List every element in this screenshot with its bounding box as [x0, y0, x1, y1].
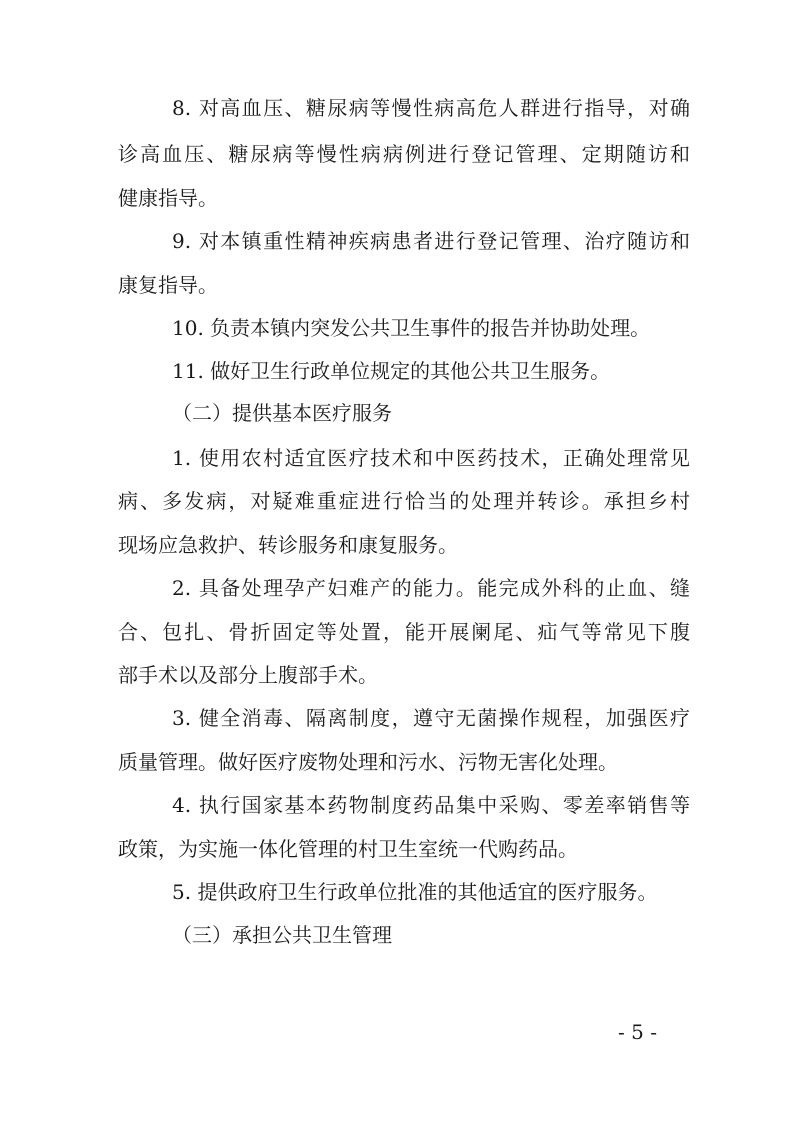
text-line: 10. 负责本镇内突发公共卫生事件的报告并协助处理。: [172, 316, 651, 340]
text-line: 合、包扎、骨折固定等处置，能开展阑尾、疝气等常见下腹: [118, 620, 690, 644]
text-line: 诊高血压、糖尿病等慢性病病例进行登记管理、定期随访和: [118, 142, 690, 166]
text-line: 11. 做好卫生行政单位规定的其他公共卫生服务。: [172, 359, 611, 383]
text-line: 现场应急救护、转诊服务和康复服务。: [118, 533, 458, 557]
text-line: 质量管理。做好医疗废物处理和污水、污物无害化处理。: [118, 750, 618, 774]
text-line: 3. 健全消毒、隔离制度，遵守无菌操作规程，加强医疗: [172, 706, 690, 730]
text-line: 4. 执行国家基本药物制度药品集中采购、零差率销售等: [172, 793, 690, 817]
text-line: 病、多发病，对疑难重症进行恰当的处理并转诊。承担乡村: [118, 489, 690, 513]
text-line: 健康指导。: [118, 186, 218, 210]
text-line: 1. 使用农村适宜医疗技术和中医药技术，正确处理常见: [172, 446, 690, 470]
section-heading: （二）提供基本医疗服务: [172, 401, 392, 425]
text-line: 8. 对高血压、糖尿病等慢性病高危人群进行指导，对确: [172, 96, 690, 120]
text-line: 政策，为实施一体化管理的村卫生室统一代购药品。: [118, 837, 578, 861]
page-number: - 5 -: [618, 1020, 657, 1044]
section-heading: （三）承担公共卫生管理: [172, 923, 392, 947]
text-line: 5. 提供政府卫生行政单位批准的其他适宜的医疗服务。: [172, 880, 658, 904]
text-line: 2. 具备处理孕产妇难产的能力。能完成外科的止血、缝: [172, 576, 690, 600]
text-line: 9. 对本镇重性精神疾病患者进行登记管理、治疗随访和: [172, 229, 690, 253]
text-line: 康复指导。: [118, 273, 218, 297]
text-line: 部手术以及部分上腹部手术。: [118, 663, 378, 687]
